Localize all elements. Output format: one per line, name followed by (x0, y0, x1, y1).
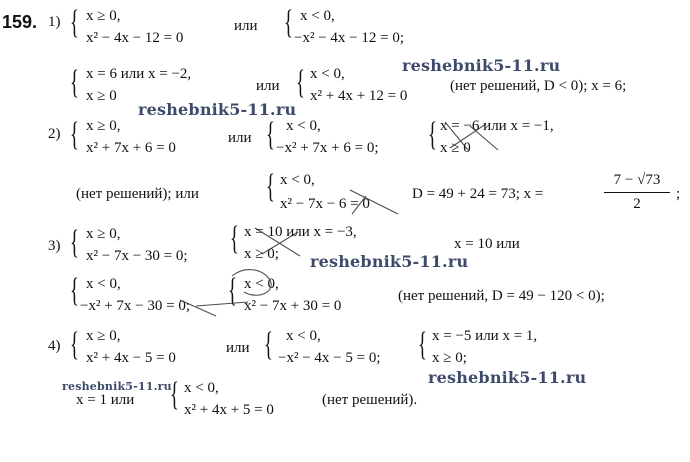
brace: { (70, 272, 79, 309)
system-line: x < 0, (86, 276, 121, 292)
system-line: x ≥ 0, (86, 226, 121, 242)
fraction-denominator: 2 (633, 196, 641, 212)
result-text: x = 10 или (454, 236, 520, 252)
part-2-label: 2) (48, 126, 61, 142)
result-text: x = 1 или (76, 392, 135, 408)
brace: { (70, 326, 79, 363)
or-text: или (234, 18, 258, 34)
brace: { (70, 4, 79, 41)
watermark: reshebnik5-11.ru (310, 252, 469, 271)
system-line: x < 0, (244, 276, 279, 292)
system-line: x = −5 или x = 1, (432, 328, 538, 344)
system-line: x ≥ 0, (86, 8, 121, 24)
system-line: x = 10 или x = −3, (244, 224, 357, 240)
part-4-label: 4) (48, 338, 61, 354)
system-line: x ≥ 0; (432, 350, 467, 366)
brace: { (70, 64, 79, 101)
problem-number: 159. (2, 12, 38, 32)
part-1-label: 1) (48, 14, 61, 30)
system-line: x = −6 или x = −1, (440, 118, 554, 134)
brace: { (230, 220, 239, 257)
system-line: x < 0, (280, 172, 315, 188)
part-3-label: 3) (48, 238, 61, 254)
system-line: x² − 7x + 30 = 0 (244, 298, 342, 314)
fraction-numerator: 7 − √73 (613, 172, 661, 188)
system-line: x ≥ 0 (440, 140, 471, 156)
brace: { (228, 272, 237, 309)
system-line: x ≥ 0, (86, 118, 121, 134)
system-line: x < 0, (310, 66, 345, 82)
or-text: или (256, 78, 280, 94)
system-line: x = 6 или x = −2, (86, 66, 192, 82)
or-text: или (226, 340, 250, 356)
brace: { (296, 64, 305, 101)
system-line: x ≥ 0 (86, 88, 117, 104)
no-solution-text: (нет решений, D = 49 − 120 < 0); (398, 288, 605, 304)
system-line: x² + 7x + 6 = 0 (86, 140, 176, 156)
system-line: x² + 4x + 5 = 0 (184, 402, 274, 418)
system-line: x² − 7x − 30 = 0; (86, 248, 188, 264)
brace: { (418, 326, 427, 363)
brace: { (170, 376, 179, 413)
system-line: x² + 4x + 12 = 0 (310, 88, 408, 104)
system-line: x² − 7x − 6 = 0 (280, 196, 370, 212)
brace: { (70, 116, 79, 153)
system-line: x < 0, (286, 118, 321, 134)
system-line: x ≥ 0; (244, 246, 279, 262)
system-line: x < 0, (300, 8, 335, 24)
discriminant-text: D = 49 + 24 = 73; x = (412, 186, 544, 202)
system-line: −x² − 4x − 5 = 0; (278, 350, 381, 366)
or-text: или (228, 130, 252, 146)
brace: { (284, 4, 293, 41)
brace: { (70, 224, 79, 261)
system-line: x² − 4x − 12 = 0 (86, 30, 184, 46)
system-line: −x² − 4x − 12 = 0; (294, 30, 405, 46)
watermark: reshebnik5-11.ru (138, 100, 297, 119)
system-line: x² + 4x − 5 = 0 (86, 350, 176, 366)
fraction-bar (604, 192, 670, 193)
watermark: reshebnik5-11.ru (62, 380, 172, 393)
system-line: −x² + 7x − 30 = 0; (80, 298, 191, 314)
system-line: x ≥ 0, (86, 328, 121, 344)
system-line: x < 0, (286, 328, 321, 344)
brace: { (428, 116, 437, 153)
semicolon: ; (676, 186, 681, 202)
watermark: reshebnik5-11.ru (402, 56, 561, 75)
brace: { (264, 326, 273, 363)
watermark: reshebnik5-11.ru (428, 368, 587, 387)
no-solution-text: (нет решений). (322, 392, 418, 408)
no-solution-text: (нет решений); или (76, 186, 199, 202)
result-text: (нет решений, D < 0); x = 6; (450, 78, 627, 94)
system-line: −x² + 7x + 6 = 0; (276, 140, 379, 156)
brace: { (266, 168, 275, 205)
system-line: x < 0, (184, 380, 219, 396)
brace: { (266, 116, 275, 153)
